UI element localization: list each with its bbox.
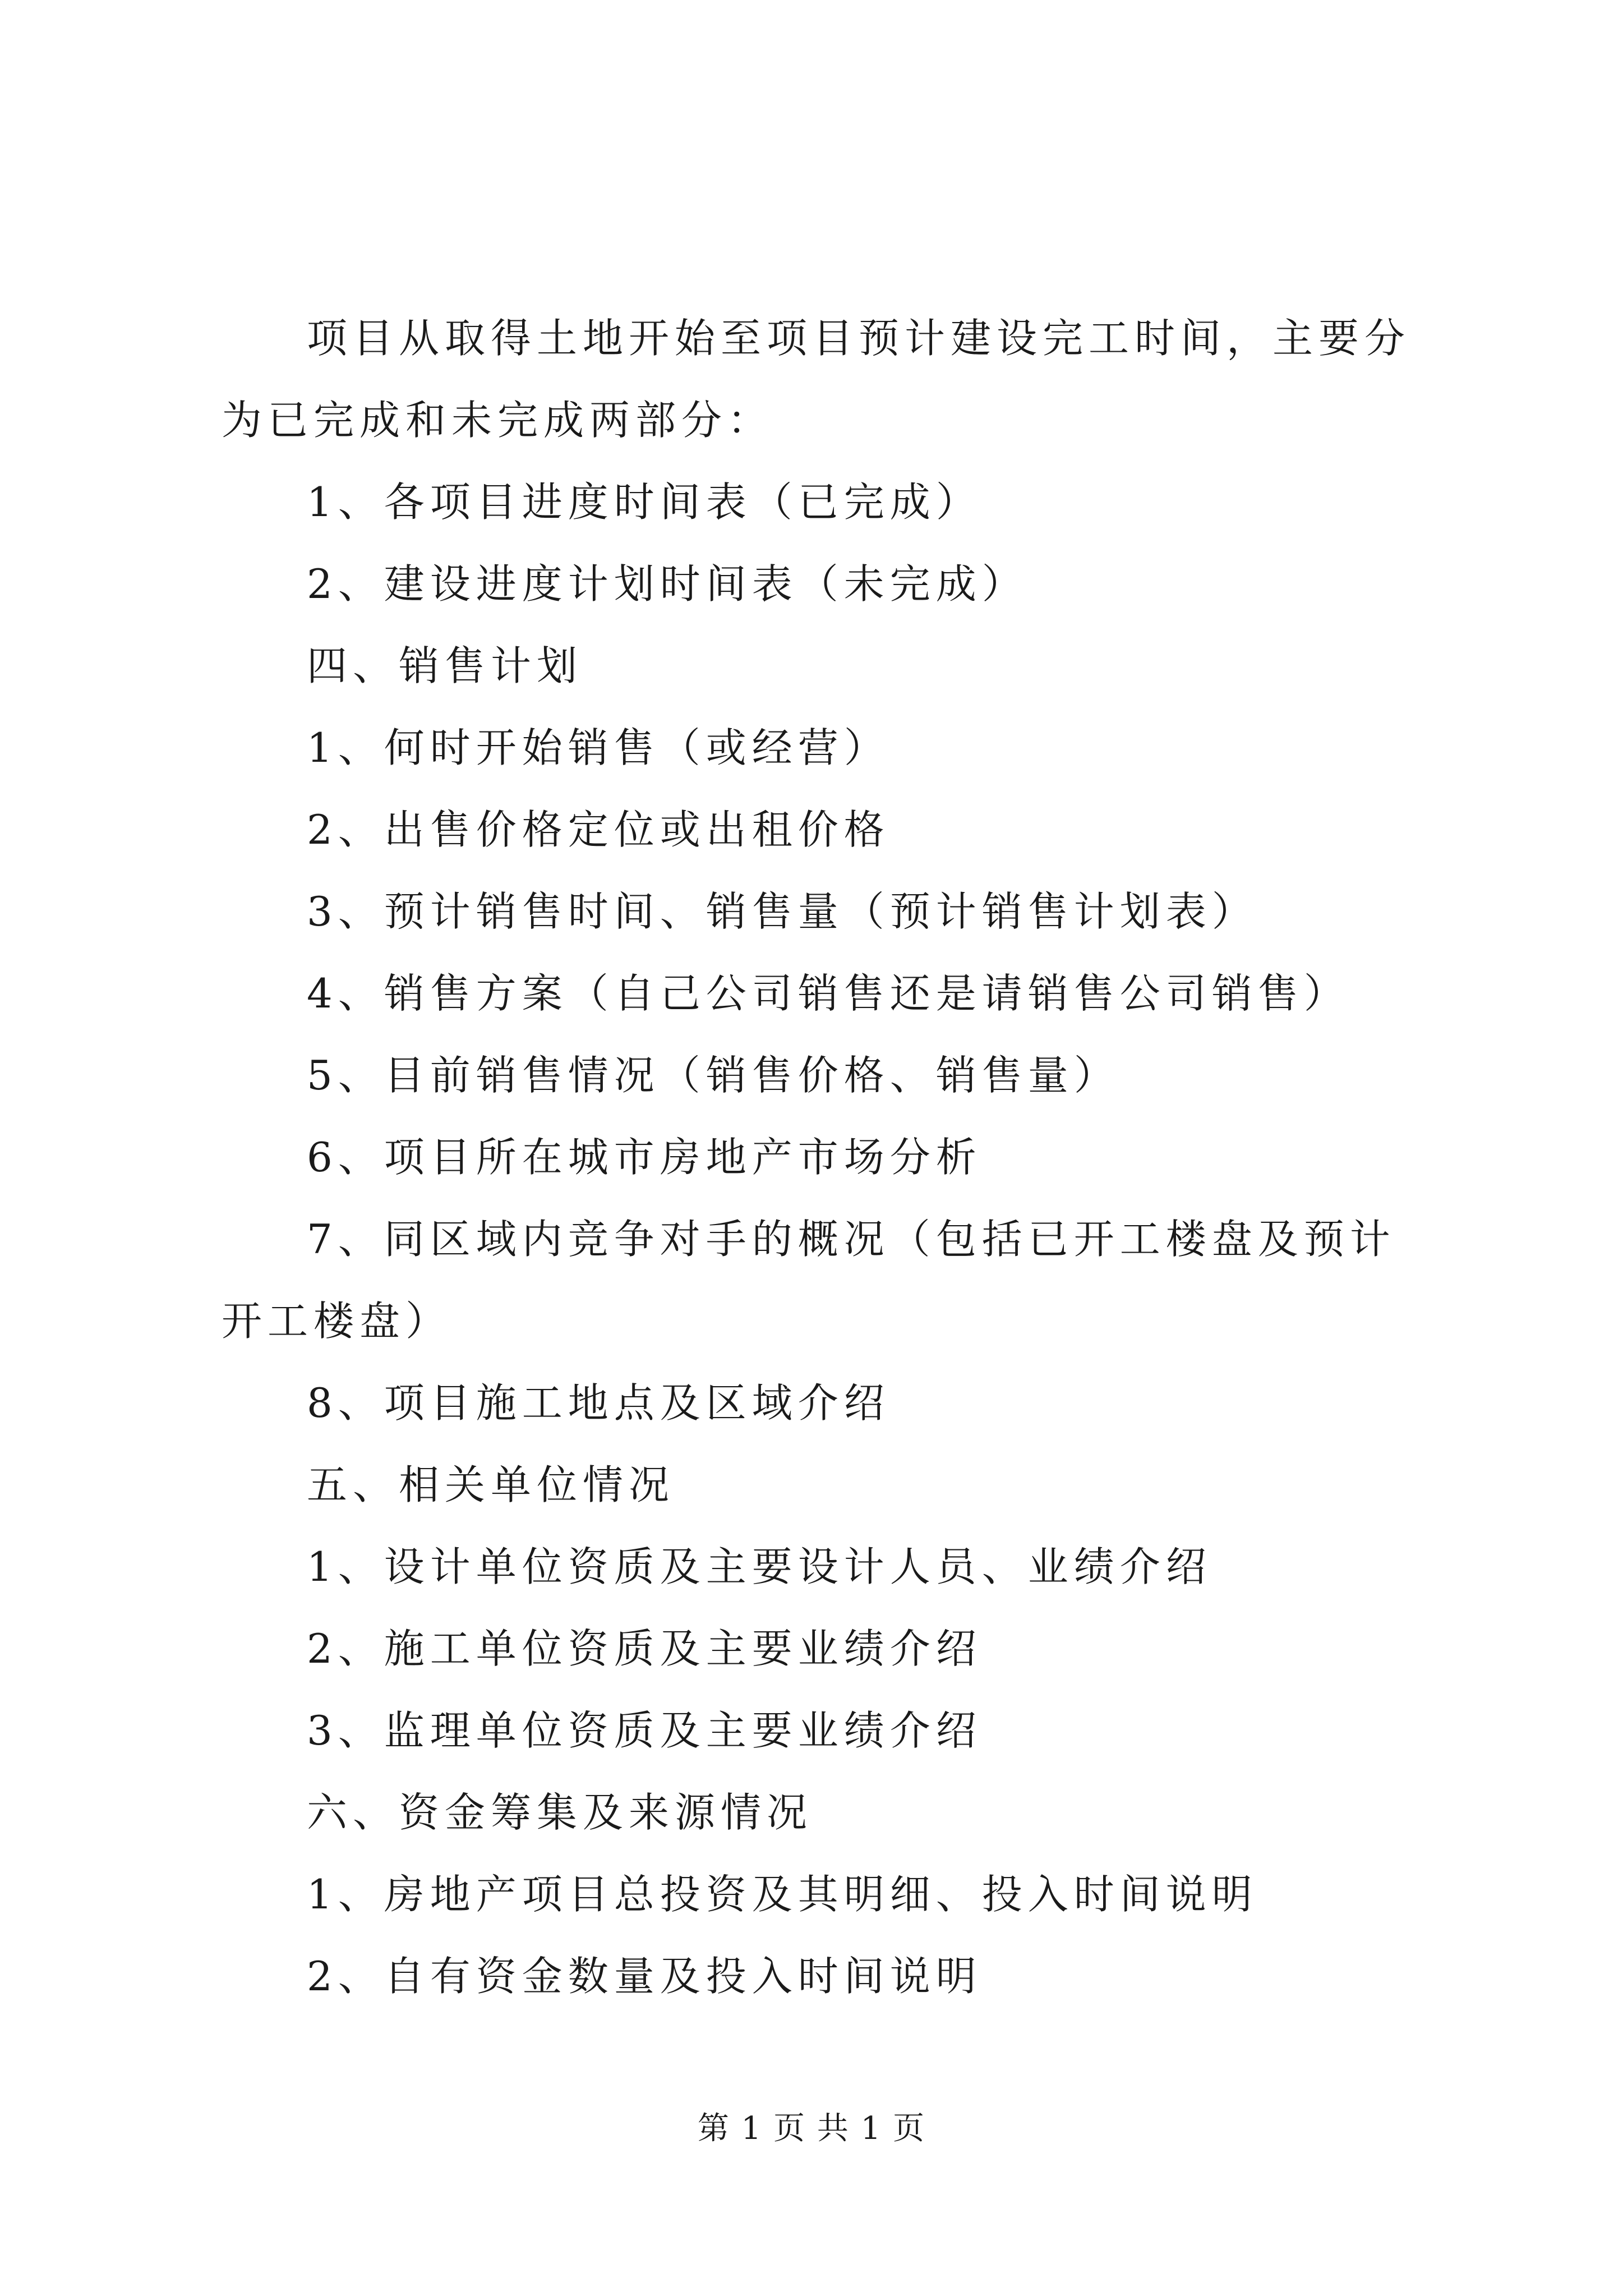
list-item: 2、出售价格定位或出租价格 (307, 806, 890, 853)
list-item: 3、预计销售时间、销售量（预计销售计划表） (307, 888, 1258, 935)
page-number-footer: 第 1 页 共 1 页 (697, 2110, 926, 2147)
list-item: 1、各项目进度时间表（已完成） (307, 478, 982, 526)
list-item: 4、销售方案（自己公司销售还是请销售公司销售） (307, 970, 1350, 1017)
list-item: 8、项目施工地点及区域介绍 (307, 1379, 890, 1427)
list-item: 2、施工单位资质及主要业绩介绍 (307, 1625, 982, 1672)
list-item: 1、何时开始销售（或经营） (307, 724, 890, 771)
list-item: 2、建设进度计划时间表（未完成） (307, 560, 1028, 608)
section-heading: 六、资金筹集及来源情况 (307, 1789, 813, 1836)
list-item: 5、目前销售情况（销售价格、销售量） (307, 1052, 1120, 1099)
list-item: 1、设计单位资质及主要设计人员、业绩介绍 (307, 1543, 1212, 1590)
list-item: 2、自有资金数量及投入时间说明 (307, 1953, 982, 2000)
list-item: 7、同区域内竞争对手的概况（包括已开工楼盘及预计开工楼盘） (222, 1216, 1396, 1345)
paragraph-intro: 项目从取得土地开始至项目预计建设完工时间，主要分为已完成和未完成两部分： (222, 315, 1411, 444)
document-body (222, 297, 1433, 2017)
section-heading: 五、相关单位情况 (307, 1461, 675, 1508)
section-heading: 四、销售计划 (307, 642, 583, 689)
list-item: 1、房地产项目总投资及其明细、投入时间说明 (307, 1871, 1258, 1918)
list-item: 6、项目所在城市房地产市场分析 (307, 1134, 982, 1181)
list-item: 3、监理单位资质及主要业绩介绍 (307, 1707, 982, 1754)
